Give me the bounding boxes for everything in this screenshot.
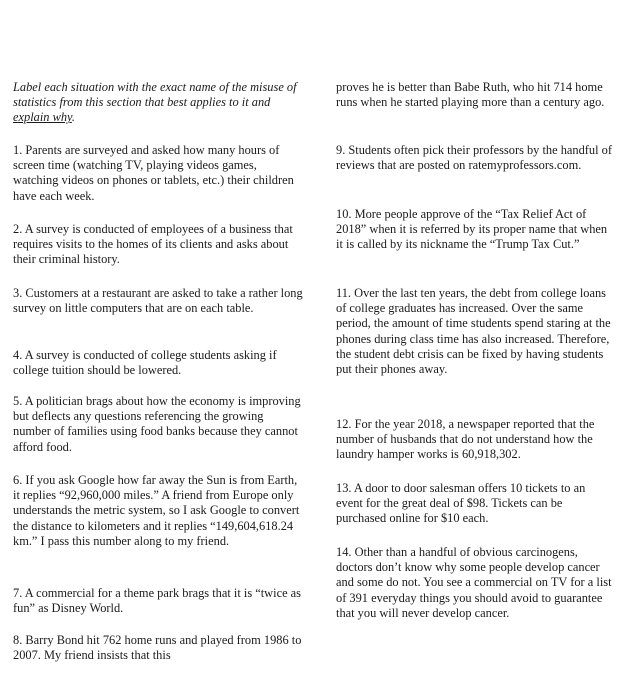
instructions-underlined: explain why	[13, 110, 72, 125]
question-10: 10. More people approve of the “Tax Relief Act of 2018” when it is referred by its proper name that when it is called by its nickname the “Trump Tax Cut.”	[336, 207, 608, 252]
question-14: 14. Other than a handful of obvious carcinogens, doctors don’t know why some people develop cancer and some do not. You see a commercial on TV for a list of 391 everyday things you should avoid to guarantee that you will never develop cancer.	[336, 545, 612, 620]
instructions-text: Label each situation with the exact name of the misuse of statistics from this section that best applies to it and	[13, 80, 297, 110]
question-8-start: 8. Barry Bond hit 762 home runs and played from 1986 to 2007. My friend insists that this	[13, 633, 302, 663]
question-4: 4. A survey is conducted of college students asking if college tuition should be lowered.	[13, 348, 277, 378]
question-8-continued: proves he is better than Babe Ruth, who hit 714 home runs when he started playing more than a century ago.	[336, 80, 605, 110]
question-11: 11. Over the last ten years, the debt from college loans of college graduates has increased. Over the same period, the amount of time students spend staring at the phones during class time has also increased. Therefore, the student debt crisis can be fixed by having students put their phones away.	[336, 286, 611, 377]
question-2: 2. A survey is conducted of employees of a business that requires visits to the homes of its clients and asks about their criminal history.	[13, 222, 293, 267]
question-3: 3. Customers at a restaurant are asked to take a rather long survey on little computers that are on each table.	[13, 286, 303, 316]
question-13: 13. A door to door salesman offers 10 tickets to an event for the great deal of $98. Tickets can be purchased online for $10 each.	[336, 481, 586, 526]
question-1: 1. Parents are surveyed and asked how many hours of screen time (watching TV, playing videos games, watching videos on phones or tablets, etc.) their children have each week.	[13, 143, 294, 203]
question-12: 12. For the year 2018, a newspaper reported that the number of husbands that do not understand how the laundry hamper works is 60,918,302.	[336, 417, 595, 462]
question-9: 9. Students often pick their professors by the handful of reviews that are posted on ratemyprofessors.com.	[336, 143, 612, 173]
question-5: 5. A politician brags about how the economy is improving but deflects any questions referencing the growing number of families using food banks because they cannot afford food.	[13, 394, 301, 454]
instructions-end: .	[71, 110, 75, 125]
question-6: 6. If you ask Google how far away the Sun is from Earth, it replies “92,960,000 miles.” A friend from Europe only understands the metric system, so I ask Google to convert the distance to kilometers and it replies “149,604,618.24 km.” I pass this number along to my friend.	[13, 473, 300, 548]
question-7: 7. A commercial for a theme park brags that it is “twice as fun” as Disney World.	[13, 586, 301, 616]
instructions	[13, 80, 303, 126]
